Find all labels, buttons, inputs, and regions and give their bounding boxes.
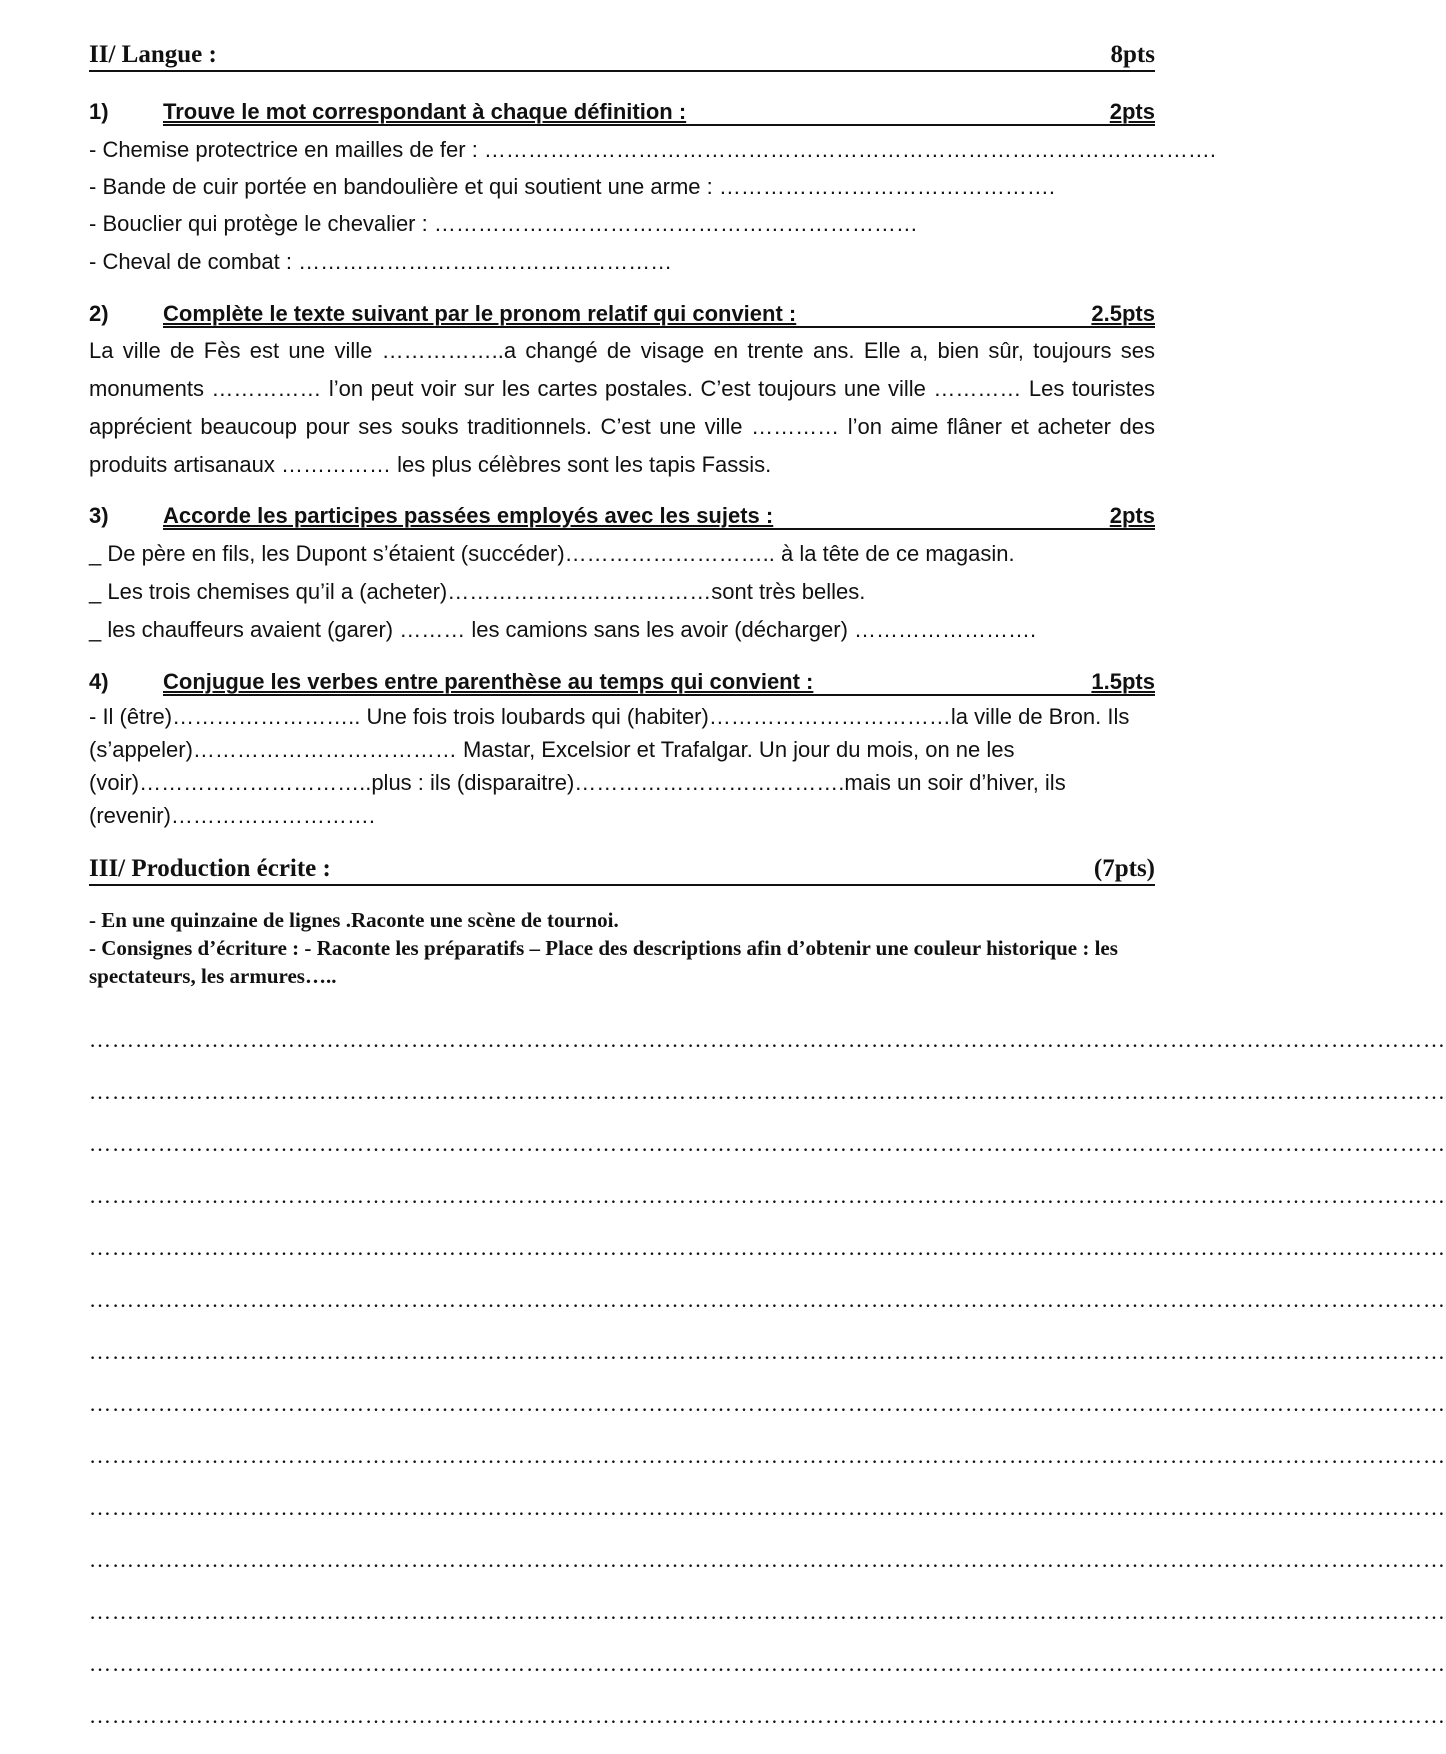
- writing-line[interactable]: ……………………………………………………………………………………………………………………………………………………………: [89, 1079, 1446, 1104]
- definition-item: - Chemise protectrice en mailles de fer : ……………………………………………………………………………………….: [89, 137, 1217, 162]
- relative-pronoun-text: La ville de Fès est une ville ……………..a changé de visage en trente ans. Elle a, bien sûr, toujours ses monuments …………… l’on peut voir sur les cartes postales. C’est toujours une ville ………… Les touristes apprécient beaucoup pour ses souks traditionnels. C’est une ville ………… l’on aime flâner et acheter des produits artisanaux …………… les plus célèbres sont les tapis Fassis.: [89, 338, 1155, 477]
- section-langue-title: II/ Langue :: [89, 41, 217, 68]
- section-production-title: III/ Production écrite :: [89, 855, 331, 882]
- writing-line[interactable]: ……………………………………………………………………………………………………………………………………………………………: [89, 1703, 1446, 1728]
- writing-line[interactable]: ……………………………………………………………………………………………………………………………………………………………: [89, 1599, 1446, 1624]
- section-langue-header: [89, 40, 1155, 72]
- participle-item: _ Les trois chemises qu’il a (acheter)………………………………sont très belles.: [89, 579, 866, 604]
- conjugation-text: - Il (être)…………………….. Une fois trois loubards qui (habiter)……………………………la ville de Bron. Ils (s’appeler)……………………………… Mastar, Excelsior et Trafalgar. Un jour du mois, on ne les (voir)…………………………..plus : ils (disparaitre)……………………………….mais un soir d’hiver, ils (revenir)……………………….: [89, 704, 1130, 828]
- section-production-points: (7pts): [1093, 855, 1155, 882]
- question-2-points: 2.5pts: [1091, 301, 1155, 326]
- writing-line[interactable]: ……………………………………………………………………………………………………………………………………………………………: [89, 1495, 1446, 1520]
- section-production-header: [89, 854, 1155, 886]
- question-3-title: Accorde les participes passées employés avec les sujets :: [163, 502, 1155, 530]
- writing-line[interactable]: ……………………………………………………………………………………………………………………………………………………………: [89, 1339, 1446, 1364]
- question-4-title: Conjugue les verbes entre parenthèse au temps qui convient :: [163, 668, 1155, 696]
- writing-line[interactable]: ……………………………………………………………………………………………………………………………………………………………: [89, 1183, 1446, 1208]
- question-1-title: Trouve le mot correspondant à chaque définition :: [163, 98, 1155, 126]
- question-4-points: 1.5pts: [1091, 669, 1155, 694]
- question-3-number: 3): [89, 503, 109, 528]
- question-4-number: 4): [89, 669, 109, 694]
- writing-line[interactable]: ……………………………………………………………………………………………………………………………………………………………: [89, 1547, 1446, 1572]
- section-langue-points: 8pts: [1110, 41, 1155, 68]
- question-2-header: [89, 300, 1155, 328]
- writing-instruction: - En une quinzaine de lignes .Raconte une scène de tournoi.: [89, 908, 619, 932]
- participle-item: _ les chauffeurs avaient (garer) ……… les camions sans les avoir (décharger) …………………….: [89, 617, 1037, 642]
- question-2-title: Complète le texte suivant par le pronom relatif qui convient :: [163, 300, 1155, 328]
- question-1-points: 2pts: [1109, 99, 1155, 124]
- writing-line[interactable]: ……………………………………………………………………………………………………………………………………………………………: [89, 1027, 1446, 1052]
- question-1-number: 1): [89, 99, 109, 124]
- writing-line[interactable]: ……………………………………………………………………………………………………………………………………………………………: [89, 1651, 1446, 1676]
- definition-item: - Bande de cuir portée en bandoulière et qui soutient une arme : ……………………………………….: [89, 174, 1055, 199]
- writing-guidelines: - Consignes d’écriture : - Raconte les préparatifs – Place des descriptions afin d’obtenir une couleur historique : les spectateurs, les armures…..: [89, 936, 1118, 988]
- writing-line[interactable]: ……………………………………………………………………………………………………………………………………………………………: [89, 1131, 1446, 1156]
- definition-item: - Bouclier qui protège le chevalier : …………………………………………………………: [89, 211, 918, 236]
- writing-line[interactable]: ……………………………………………………………………………………………………………………………………………………………: [89, 1391, 1446, 1416]
- question-1-header: [89, 98, 1155, 126]
- definition-item: - Cheval de combat : ……………………………………………: [89, 249, 673, 274]
- writing-line[interactable]: ……………………………………………………………………………………………………………………………………………………………: [89, 1443, 1446, 1468]
- question-3-points: 2pts: [1109, 503, 1155, 528]
- question-4-header: [89, 668, 1155, 696]
- writing-line[interactable]: ……………………………………………………………………………………………………………………………………………………………: [89, 1287, 1446, 1312]
- question-3-header: [89, 502, 1155, 530]
- participle-item: _ De père en fils, les Dupont s’étaient (succéder)……………………….. à la tête de ce magasin.: [89, 541, 1015, 566]
- question-2-number: 2): [89, 301, 109, 326]
- writing-line[interactable]: ……………………………………………………………………………………………………………………………………………………………: [89, 1235, 1446, 1260]
